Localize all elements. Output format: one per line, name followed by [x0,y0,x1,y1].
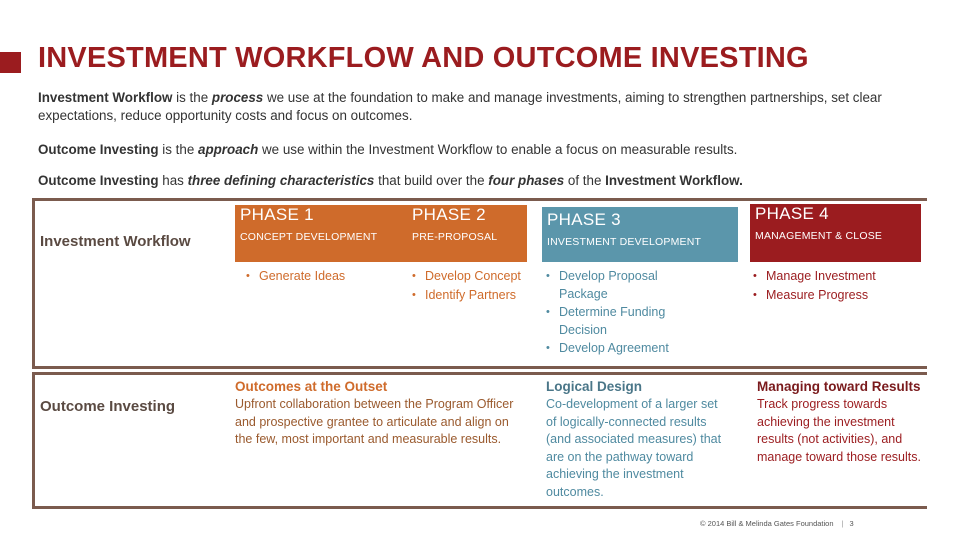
outcome-heading: Outcomes at the Outset [235,379,388,394]
phase-3-header [542,207,738,262]
list-item: • Develop Concept [407,268,542,286]
phase-2-header [407,205,497,244]
phase-3-activities [541,268,701,359]
slide-title: INVESTMENT WORKFLOW AND OUTCOME INVESTING [38,42,809,74]
phase-2-subtitle: PRE-PROPOSAL [412,231,498,243]
phase-1-title: PHASE 1 [240,205,314,224]
intro-characteristics: Outcome Investing has three defining characteristics that build over the four phases of the Investment Workflow. [38,173,743,188]
footer [700,519,854,528]
phase-1-subtitle: CONCEPT DEVELOPMENT [240,231,378,243]
copyright-text: © 2014 Bill & Melinda Gates Foundation [700,519,834,528]
outcome-description: Upfront collaboration between the Program Officer and prospective grantee to articulate and align on the few, most important and measurable results. [235,397,514,446]
outcomes-at-outset-block [235,377,525,449]
outcome-description: Track progress towards achieving the investment results (not activities), and manage toward those results. [757,397,921,464]
phase-3-title: PHASE 3 [547,210,621,229]
list-item: • Determine Funding Decision [541,304,701,339]
list-item: • Measure Progress [748,287,923,305]
page-number: 3 [849,519,854,528]
list-item: • Develop Proposal Package [541,268,701,303]
list-item: • Manage Investment [748,268,923,286]
list-item: • Identify Partners [407,287,542,305]
title-accent-square [0,52,21,73]
phase-4-header [750,204,921,262]
phase-3-subtitle: INVESTMENT DEVELOPMENT [547,236,702,248]
outcome-description: Co-development of a larger set of logically-connected results (and associated measures) that are on the pathway toward achieving the investment outcomes. [546,397,722,499]
intro-workflow-definition: Investment Workflow is the process we use at the foundation to make and manage investments, aiming to strengthen partnerships, set clear expectations, reduce opportunity costs and focus on outcomes. [38,90,882,123]
phase-2-title: PHASE 2 [412,205,486,224]
phase-4-subtitle: MANAGEMENT & CLOSE [755,230,883,242]
list-item: • Develop Agreement [541,340,701,358]
outcome-heading: Managing toward Results [757,379,921,394]
investment-workflow-label: Investment Workflow [40,233,191,250]
footer-separator: | [841,519,844,528]
managing-toward-results-block [757,377,922,466]
outcome-heading: Logical Design [546,379,643,394]
phase-4-activities [748,268,923,305]
phase-4-title: PHASE 4 [755,204,829,223]
phase-1-activities [241,268,391,287]
phase-2-activities [407,268,542,305]
logical-design-block [546,377,731,501]
list-item: • Generate Ideas [241,268,391,286]
intro-outcome-investing-definition: Outcome Investing is the approach we use within the Investment Workflow to enable a focus on measurable results. [38,142,738,157]
outcome-investing-label: Outcome Investing [40,398,176,415]
